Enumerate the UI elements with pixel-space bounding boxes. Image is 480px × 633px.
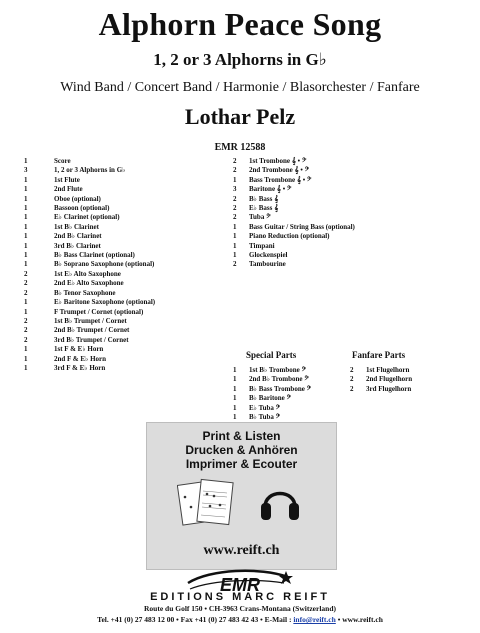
part-row: 1 F Trumpet / Cornet (optional) bbox=[24, 307, 144, 316]
part-row: 2 1st B♭ Trumpet / Cornet bbox=[24, 316, 127, 325]
fanfare-parts-heading: Fanfare Parts bbox=[352, 350, 406, 360]
part-row: 2 B♭ Tenor Saxophone bbox=[24, 288, 116, 297]
part-row: 1 3rd F & E♭ Horn bbox=[24, 363, 106, 372]
part-row: 1 2nd F & E♭ Horn bbox=[24, 354, 107, 363]
subtitle: 1, 2 or 3 Alphorns in G♭ bbox=[153, 50, 327, 69]
part-row: 1 B♭ Baritone 𝄢 bbox=[233, 394, 292, 403]
part-row: 1 Timpani bbox=[233, 241, 275, 250]
part-row: 2 2nd E♭ Alto Saxophone bbox=[24, 279, 124, 288]
part-row: 2 2nd Flugelhorn bbox=[350, 375, 413, 384]
special-parts-heading: Special Parts bbox=[246, 350, 297, 360]
part-row: 3 Baritone 𝄞 • 𝄢 bbox=[233, 185, 292, 194]
part-row: 1 B♭ Bass Clarinet (optional) bbox=[24, 251, 135, 260]
part-row: 1 E♭ Clarinet (optional) bbox=[24, 213, 120, 222]
part-row: 1 3rd B♭ Clarinet bbox=[24, 241, 101, 250]
part-row: 1 B♭ Soprano Saxophone (optional) bbox=[24, 260, 155, 269]
composer-name: Lothar Pelz bbox=[184, 104, 296, 129]
band-types: Wind Band / Concert Band / Harmonie / Blasorchester / Fanfare bbox=[60, 80, 420, 95]
part-row: 3 1, 2 or 3 Alphorns in G♭ bbox=[24, 166, 126, 175]
publisher-contact bbox=[0, 615, 480, 624]
sheet-music-icon bbox=[177, 477, 237, 529]
publisher-address: Route du Golf 150 • CH-3963 Crans-Montana (Switzerland) bbox=[144, 604, 336, 613]
fanfare-parts-list bbox=[350, 366, 460, 394]
part-row: 1 1st Flute bbox=[24, 175, 80, 184]
part-row: 1 E♭ Tuba 𝄢 bbox=[233, 403, 281, 412]
part-row: 1 Glockenspiel bbox=[233, 251, 288, 260]
part-row: 1 Piano Reduction (optional) bbox=[233, 232, 330, 241]
page-title: Alphorn Peace Song bbox=[98, 6, 382, 42]
publisher-name: EDITIONS MARC REIFT bbox=[150, 591, 330, 603]
parts-list-right bbox=[233, 157, 473, 270]
part-row: 1 Bass Trombone 𝄞 • 𝄢 bbox=[233, 175, 312, 184]
print-listen-panel[interactable] bbox=[146, 422, 337, 570]
part-row: 2 1st E♭ Alto Saxophone bbox=[24, 269, 121, 278]
part-row: 2 1st Flugelhorn bbox=[350, 366, 410, 374]
part-row: 2 E♭ Bass 𝄞 bbox=[233, 204, 279, 213]
special-parts-list bbox=[233, 366, 343, 422]
part-row: 2 Tambourine bbox=[233, 260, 286, 269]
catalog-code: EMR 12588 bbox=[214, 142, 266, 153]
part-row: 1 Score bbox=[24, 157, 71, 165]
part-row: 1 1st B♭ Trombone 𝄢 bbox=[233, 366, 307, 374]
contact-phone-fax: Tel. +41 (0) 27 483 12 00 • Fax +41 (0) 27 483 42 43 • E-Mail : bbox=[97, 615, 294, 624]
part-row: 1 1st F & E♭ Horn bbox=[24, 345, 104, 354]
part-row: 1 Oboe (optional) bbox=[24, 194, 101, 203]
parts-list-left bbox=[24, 157, 234, 373]
part-row: 2 1st Trombone 𝄞 • 𝄢 bbox=[233, 157, 307, 165]
contact-website: • www.reift.ch bbox=[335, 615, 383, 624]
part-row: 1 E♭ Baritone Saxophone (optional) bbox=[24, 298, 156, 307]
part-row: 2 Tuba 𝄢 bbox=[233, 213, 271, 222]
email-link[interactable]: info@reift.ch bbox=[293, 615, 336, 624]
promo-line-print: Print & Listen bbox=[202, 429, 281, 443]
part-row: 1 B♭ Tuba 𝄢 bbox=[233, 413, 281, 422]
promo-line-drucken: Drucken & Anhören bbox=[185, 443, 298, 457]
promo-line-imprimer: Imprimer & Ecouter bbox=[185, 457, 298, 471]
promo-website-link[interactable]: www.reift.ch bbox=[203, 543, 280, 558]
logo-letters: EMR bbox=[220, 575, 260, 595]
part-row: 2 3rd B♭ Trumpet / Cornet bbox=[24, 335, 129, 344]
part-row: 2 B♭ Bass 𝄞 bbox=[233, 194, 279, 203]
part-row: 1 2nd Flute bbox=[24, 185, 83, 194]
part-row: 1 Bass Guitar / String Bass (optional) bbox=[233, 222, 355, 231]
part-row: 1 2nd B♭ Trombone 𝄢 bbox=[233, 375, 309, 384]
part-row: 2 2nd Trombone 𝄞 • 𝄢 bbox=[233, 166, 310, 175]
part-row: 1 B♭ Bass Trombone 𝄢 bbox=[233, 384, 312, 393]
part-row: 1 1st B♭ Clarinet bbox=[24, 222, 99, 231]
part-row: 2 3rd Flugelhorn bbox=[350, 384, 412, 393]
headphones-icon bbox=[259, 479, 301, 525]
part-row: 2 2nd B♭ Trumpet / Cornet bbox=[24, 326, 130, 335]
part-row: 1 Bassoon (optional) bbox=[24, 204, 110, 213]
part-row: 1 2nd B♭ Clarinet bbox=[24, 232, 102, 241]
